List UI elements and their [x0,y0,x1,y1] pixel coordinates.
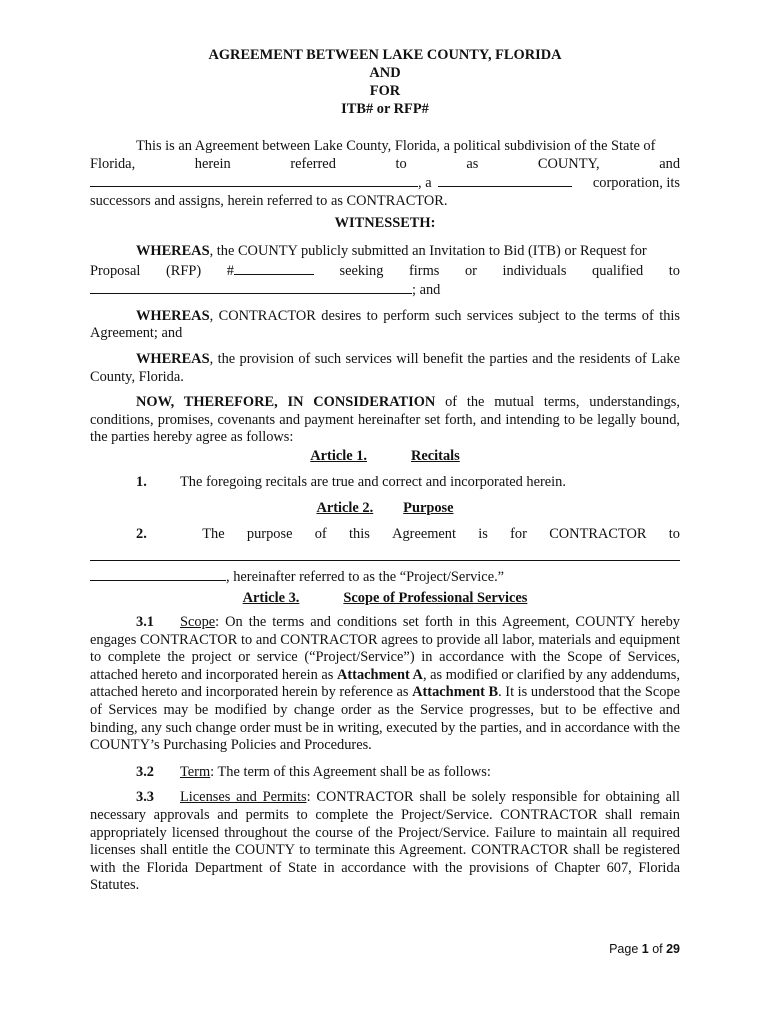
section-number: 2. [136,525,147,542]
section-2 [90,526,680,587]
title-line-3: FOR [369,83,401,99]
corporation-state-blank[interactable] [438,173,572,187]
word: herein [194,155,231,172]
now-therefore-text: of the mutual terms, understandings, conditions, promises, covenants and payment hereinafter set forth, and intending to be legally bound, the parties hereby agree as follows: [90,394,680,446]
word: to [668,262,680,279]
section-number: 3.1 [136,614,154,631]
whereas-2 [90,308,680,343]
section-number: 1. [136,473,147,490]
text-and: ; and [412,282,441,299]
title-line-4: ITB# or RFP# [341,101,429,117]
word: is [478,525,488,542]
word: CONTRACTOR [549,525,647,542]
article-number: Article 2. [316,500,374,517]
witnesseth-heading: WITNESSETH: [334,215,436,232]
word: seeking [339,262,384,279]
intro-line-3 [90,173,680,193]
whereas-3 [90,351,680,386]
word: to [668,525,680,542]
section-text: : The term of this Agreement shall be as follows: [210,763,491,780]
whereas-text: , the provision of such services will benefit the parties and the residents of Lake County, Florida. [90,350,680,385]
section-3-1 [90,614,680,755]
word: or [464,262,477,279]
article-title: Recitals [410,447,460,464]
intro-paragraph [90,138,680,210]
total-pages: 29 [666,942,680,956]
project-service-text: , hereinafter referred to as the “Project/Service.” [226,568,505,585]
section-2-line-3 [90,567,680,587]
qualified-to-blank[interactable] [90,280,412,294]
article-title: Purpose [403,500,454,517]
purpose-blank-2[interactable] [90,567,226,581]
word: # [226,262,234,279]
now-therefore-paragraph [90,394,680,447]
whereas-bold: WHEREAS [136,350,210,367]
word: this [349,525,370,542]
text-corporation-its: corporation, its [592,175,680,192]
document-title [90,47,680,119]
section-text: : On the terms and conditions set forth in this Agreement, COUNTY hereby engages CONTRACTOR to and CONTRACTOR agrees to provide all labor, materials and equipment to complete the project or service (“Project/Service”) in accordance with the Scope of Services, attached hereto and incorporated herein as [90,614,680,683]
article-1-heading [90,448,680,466]
attachment-a-ref: Attachment A [337,666,423,683]
whereas-1-line-1 [90,243,680,261]
word: qualified [592,262,644,279]
whereas-text: , CONTRACTOR desires to perform such services subject to the terms of this Agreement; and [90,307,680,342]
rfp-number-blank[interactable] [234,261,314,275]
current-page: 1 [641,942,649,956]
word: Agreement [392,525,456,542]
intro-line-1: This is an Agreement between Lake County, Florida, a political subdivision of the State of [136,138,656,154]
article-title: Scope of Professional Services [343,590,528,607]
section-text: The foregoing recitals are true and correct and incorporated herein. [180,473,566,490]
whereas-1 [90,243,680,300]
section-1 [90,474,680,492]
article-number: Article 1. [310,447,367,464]
word: purpose [246,525,293,542]
section-number: 3.2 [136,763,154,780]
article-number: Article 3. [242,590,300,607]
rfp-number [227,263,314,279]
section-text: , as modified or clarified by any addendums, attached hereto and incorporated herein by reference as [90,666,680,701]
word: Proposal [90,262,141,279]
title-line-1: AGREEMENT BETWEEN LAKE COUNTY, FLORIDA [208,47,562,63]
page-label: Page [609,942,642,956]
word: of [314,525,327,542]
document-body [90,47,680,895]
section-3-3 [90,789,680,895]
word: Florida, [90,155,136,172]
purpose-blank-1[interactable] [90,547,680,561]
word: The [202,525,225,542]
title-line-2: AND [369,65,401,81]
word: individuals [502,262,567,279]
section-2-line-1 [90,526,680,544]
whereas-1-line-2 [90,261,680,281]
word: as [466,155,479,172]
contractor-name-blank[interactable] [90,173,418,187]
whereas-1-line-3 [90,280,680,300]
page-number-footer [609,942,680,956]
word: firms [409,262,440,279]
word: COUNTY, [537,155,600,172]
whereas-bold: WHEREAS [136,307,210,324]
word: to [395,155,407,172]
section-heading: Licenses and Permits [180,789,307,806]
intro-line-4: successors and assigns, herein referred to as CONTRACTOR. [90,192,448,209]
section-text: : CONTRACTOR shall be solely responsible for obtaining all necessary approvals and permits to complete the Project/Service. CONTRACTOR shall remain appropriately licensed throughout the course of the Project/Service. Failure to maintain all required licenses shall entitle the COUNTY to terminate this Agreement. CONTRACTOR shall be registered with the Florida Department of State in accordance with the provisions of Chapter 607, Florida Statutes. [90,789,680,894]
article-2-heading [90,500,680,518]
intro-line-2 [90,156,680,174]
whereas-bold: WHEREAS [136,242,210,259]
section-number: 3.3 [136,789,154,806]
whereas-text: , the COUNTY publicly submitted an Invitation to Bid (ITB) or Request for [209,242,647,259]
article-3-heading [90,590,680,608]
now-therefore-bold: NOW, THEREFORE, IN CONSIDERATION [136,394,436,411]
word: for [510,525,527,542]
attachment-b-ref: Attachment B [412,684,499,701]
section-text: . It is understood that the Scope of Services may be modified by change order as the Service progresses, but to be effective and binding, any such change order must be in writing, executed by the parties, and in accordance with the COUNTY’s Purchasing Policies and Procedures. [90,684,681,754]
text-a: , a [418,175,432,192]
section-heading: Term [180,763,211,780]
word: referred [290,155,336,172]
word: and [659,155,681,172]
of-label: of [648,942,667,956]
word: (RFP) [165,262,202,279]
section-heading: Scope [180,614,216,631]
section-3-2 [90,764,680,782]
section-2-line-2 [90,547,680,567]
